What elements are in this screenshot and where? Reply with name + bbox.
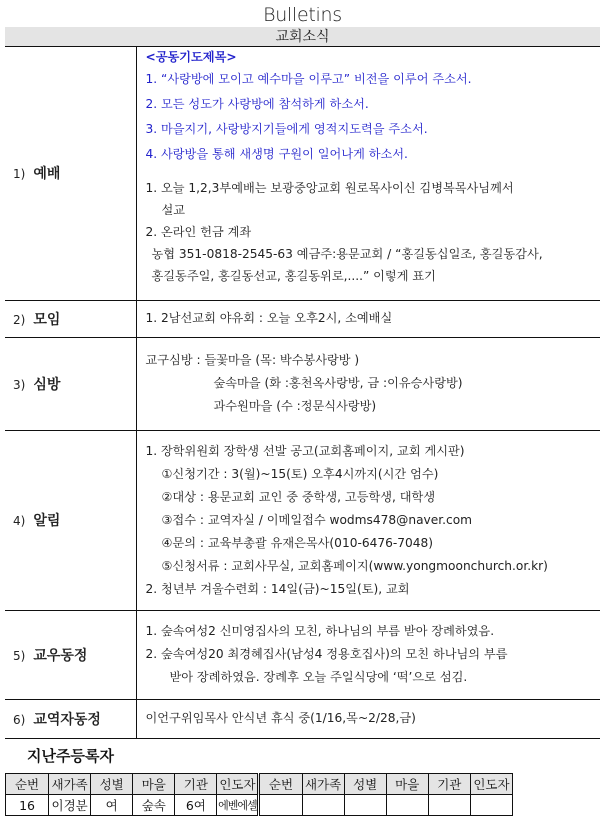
content-line: 1. 장학위원회 장학생 선발 공고(교회홈페이지, 교회 게시판): [145, 443, 465, 458]
cell-group: [428, 795, 470, 816]
row-label: [5, 610, 136, 699]
content-line: 받아 장례하였음. 장례후 오늘 주일식당에 ‘떡’으로 섬김.: [169, 670, 468, 684]
content-line: ①신청기간 : 3(월)~15(토) 오후4시까지(시간 엄수): [161, 466, 439, 481]
cell-gender: [344, 795, 386, 816]
church-news-table: [5, 47, 600, 739]
row-name: 교우동정: [33, 647, 88, 664]
content-line: 과수원마을 (수 :정문식사랑방): [213, 399, 377, 413]
notice-line: 농협 351-0818-2545-63 예금주:용문교회 / “홍길동십일조, 홍길동감사,: [151, 247, 543, 261]
cell-group: 6여: [175, 795, 217, 816]
row-label: [5, 430, 136, 610]
row-label: [5, 699, 136, 738]
cell-new-member: [302, 795, 344, 816]
cell-guide: 에벤에셀: [217, 795, 259, 816]
prayer-title: <공동기도제목>: [145, 50, 237, 64]
cell-guide: [470, 795, 512, 816]
col-header: 마을: [133, 774, 175, 795]
notice-line: 1. 오늘 1,2,3부예배는 보광중앙교회 원로목사이신 김병복목사님께서: [145, 181, 514, 195]
news-row-visitation: [5, 337, 600, 430]
col-header: 기관: [428, 774, 470, 795]
cell-gender: 여: [91, 795, 133, 816]
section-title-bar: 교회소식: [5, 27, 600, 47]
prayer-item: 2. 모든 성도가 사랑방에 참석하게 하소서.: [145, 97, 369, 111]
content-line: ④문의 : 교육부총괄 유재은목사(010-6476-7048): [161, 535, 434, 550]
col-header: 인도자: [470, 774, 512, 795]
row-content: [136, 47, 600, 300]
row-number: 6): [13, 712, 26, 727]
col-header: 인도자: [217, 774, 259, 795]
cell-number: 16: [6, 795, 49, 816]
prayer-item: 1. “사랑방에 모이고 예수마을 이루고” 비전을 이루어 주소서.: [145, 72, 472, 86]
row-number: 3): [13, 377, 26, 392]
col-header: 새가족: [49, 774, 91, 795]
cell-new-member: 이경분: [49, 795, 91, 816]
content-line: 1. 숲속여성2 신미영집사의 모친, 하나님의 부름 받아 장례하였음.: [145, 624, 495, 638]
col-header: 성별: [91, 774, 133, 795]
row-label: [5, 47, 136, 300]
col-header: 순번: [6, 774, 49, 795]
prayer-item: 4. 사랑방을 통해 새생명 구원이 일어나게 하소서.: [145, 147, 408, 161]
row-name: 알림: [33, 513, 61, 529]
content-line: 2. 청년부 겨울수련회 : 14일(금)~15일(토), 교회: [145, 581, 410, 596]
row-number: 4): [13, 514, 26, 528]
registrants-header-row: [6, 774, 513, 795]
row-name: 예배: [33, 166, 61, 183]
news-row-member-news: [5, 610, 600, 699]
news-row-meeting: [5, 300, 600, 337]
col-header: 마을: [386, 774, 428, 795]
col-header: 순번: [259, 774, 302, 795]
cell-village: 숲속: [133, 795, 175, 816]
notice-line: 홍길동주일, 홍길동선교, 홍길동위로,....” 이렇게 표기: [151, 269, 436, 283]
content-line: ②대상 : 용문교회 교인 중 중학생, 고등학생, 대학생: [161, 489, 436, 504]
content-line: 이언구위임목사 안식년 휴식 중(1/16,목~2/28,금): [145, 711, 416, 725]
row-content: [136, 430, 600, 610]
row-name: 모임: [33, 311, 61, 328]
cell-number: [259, 795, 302, 816]
content-line: 숲속마을 (화 :홍천옥사랑방, 금 :이유승사랑방): [213, 376, 463, 390]
row-content: [136, 300, 600, 337]
content-line: ⑤신청서류 : 교회사무실, 교회홈페이지(www.yongmoonchurch.or.kr): [161, 558, 548, 573]
row-content: [136, 610, 600, 699]
row-label: [5, 300, 136, 337]
page-title: Bulletins: [263, 4, 342, 26]
col-header: 기관: [175, 774, 217, 795]
row-name: 심방: [33, 376, 61, 393]
registrants-table: [5, 773, 513, 816]
content-line: 교구심방 : 들꽃마을 (목: 박수봉사랑방 ): [145, 353, 360, 367]
col-header: 성별: [344, 774, 386, 795]
registrants-title: 지난주등록자: [27, 747, 114, 765]
row-number: 5): [13, 648, 26, 663]
row-number: 1): [13, 167, 26, 182]
news-row-worship: [5, 47, 600, 300]
table-row: [6, 795, 513, 816]
prayer-item: 3. 마을지기, 사랑방지기들에게 영적지도력을 주소서.: [145, 122, 428, 136]
notice-line: 2. 온라인 헌금 계좌: [145, 225, 252, 239]
news-row-pastor-news: [5, 699, 600, 738]
row-content: [136, 699, 600, 738]
notice-line: 설교: [161, 203, 186, 217]
content-line: ③접수 : 교역자실 / 이메일접수 wodms478@naver.com: [161, 512, 473, 527]
row-content: [136, 337, 600, 430]
row-name: 교역자동정: [33, 711, 101, 728]
content-line: 2. 숲속여성20 최경혜집사(남성4 정용호집사)의 모친 하나님의 부름: [145, 647, 508, 661]
cell-village: [386, 795, 428, 816]
news-row-announcements: [5, 430, 600, 610]
row-label: [5, 337, 136, 430]
content-line: 1. 2남선교회 야유회 : 오늘 오후2시, 소예배실: [145, 311, 393, 325]
row-number: 2): [13, 312, 26, 327]
col-header: 새가족: [302, 774, 344, 795]
